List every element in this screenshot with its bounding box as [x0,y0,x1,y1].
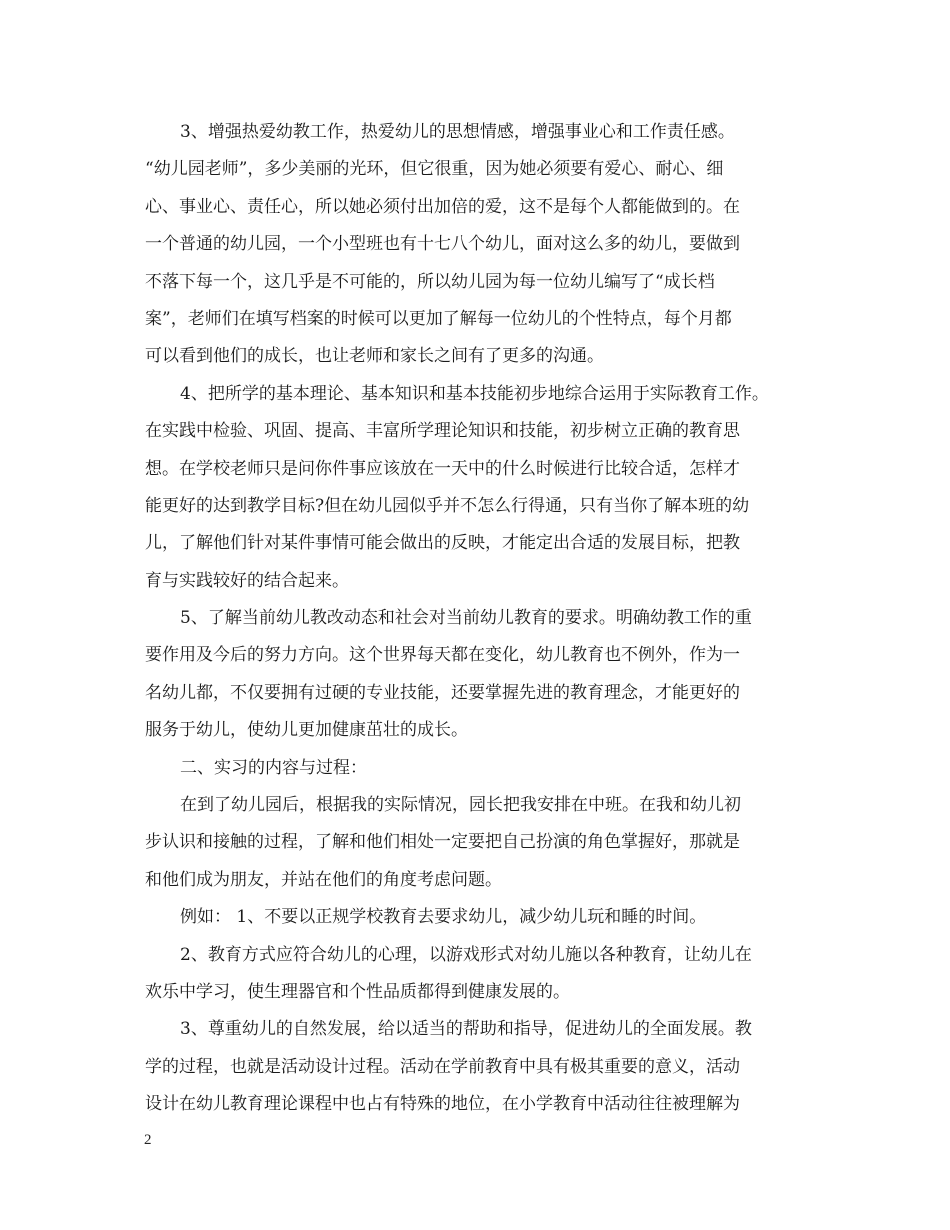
text-line: “幼儿园老师”，多少美丽的光环，但它很重，因为她必须要有爱心、耐心、细 [145,159,724,180]
text-line: 在实践中检验、巩固、提高、丰富所学理论知识和技能，初步树立正确的教育思 [145,421,740,442]
section-heading: 二、实习的内容与过程： [180,757,367,778]
text-line: 服务于幼儿，使幼儿更加健康茁壮的成长。 [145,720,468,741]
text-line: 育与实践较好的结合起来。 [145,570,349,591]
text-line: 步认识和接触的过程，了解和他们相处一定要把自己扮演的角色掌握好，那就是 [145,832,740,853]
text-line: 4、把所学的基本理论、基本知识和基本技能初步地综合运用于实际教育工作。 [180,383,769,404]
text-line: 儿，了解他们针对某件事情可能会做出的反映，才能定出合适的发展目标，把教 [145,533,740,554]
text-line: 案”，老师们在填写档案的时候可以更加了解每一位幼儿的个性特点，每个月都 [145,308,732,329]
text-line: 一个普通的幼儿园，一个小型班也有十七八个幼儿，面对这么多的幼儿，要做到 [145,234,740,255]
text-line: 欢乐中学习，使生理器官和个性品质都得到健康发展的。 [145,981,570,1002]
text-line: 3、增强热爱幼教工作，热爱幼儿的思想情感，增强事业心和工作责任感。 [180,122,735,142]
text-line: 例如： 1、不要以正规学校教育去要求幼儿，减少幼儿玩和睡的时间。 [180,907,707,928]
text-line: 和他们成为朋友，并站在他们的角度考虑问题。 [145,869,502,890]
text-line: 在到了幼儿园后，根据我的实际情况，园长把我安排在中班。在我和幼儿初 [180,795,741,816]
text-line: 想。在学校老师只是问你件事应该放在一天中的什么时候进行比较合适，怎样才 [145,458,740,479]
text-line: 不落下每一个，这几乎是不可能的，所以幼儿园为每一位幼儿编写了“成长档 [145,271,715,292]
text-line: 3、尊重幼儿的自然发展，给以适当的帮助和指导，促进幼儿的全面发展。教 [180,1019,752,1040]
text-line: 要作用及今后的努力方向。这个世界每天都在变化，幼儿教育也不例外，作为一 [145,645,740,666]
text-line: 5、了解当前幼儿教改动态和社会对当前幼儿教育的要求。明确幼教工作的重 [180,608,752,629]
text-line: 设计在幼儿教育理论课程中也占有特殊的地位，在小学教育中活动往往被理解为 [145,1094,740,1115]
text-line: 名幼儿都，不仅要拥有过硬的专业技能，还要掌握先进的教育理念，才能更好的 [145,682,740,703]
text-line: 学的过程，也就是活动设计过程。活动在学前教育中具有极其重要的意义，活动 [145,1056,740,1077]
document-body [145,114,810,1124]
text-line: 2、教育方式应符合幼儿的心理，以游戏形式对幼儿施以各种教育，让幼儿在 [180,944,752,965]
page-number: 2 [144,1132,152,1148]
text-line: 心、事业心、责任心，所以她必须付出加倍的爱，这不是每个人都能做到的。在 [145,196,740,217]
text-line: 可以看到他们的成长，也让老师和家长之间有了更多的沟通。 [145,346,604,367]
text-line: 能更好的达到教学目标?但在幼儿园似乎并不怎么行得通，只有当你了解本班的幼 [145,495,750,516]
